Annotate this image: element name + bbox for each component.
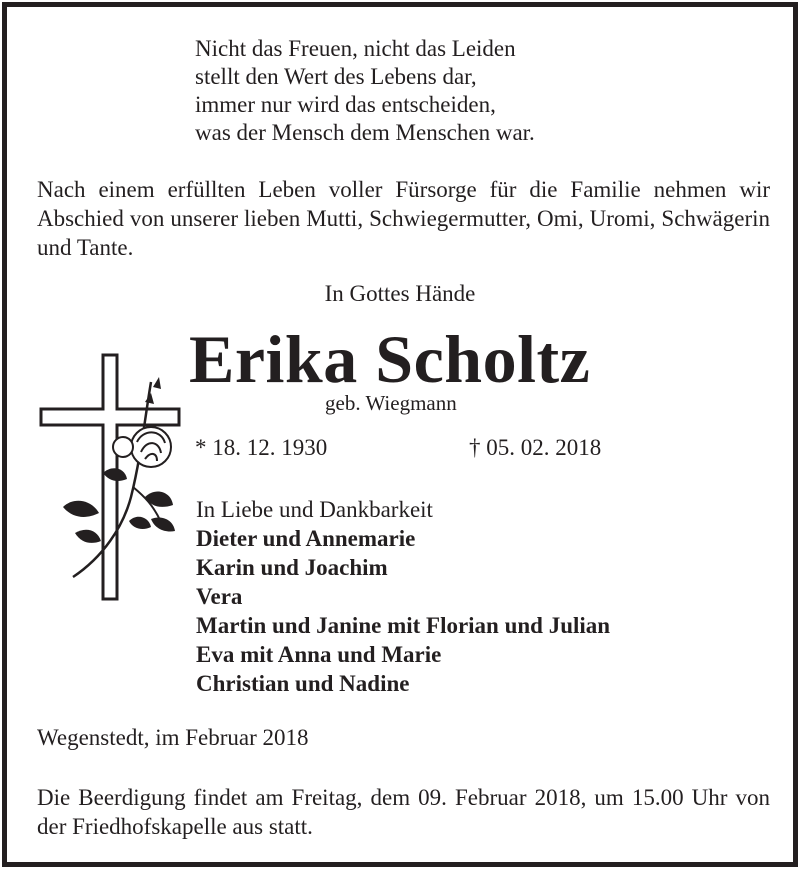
family-member: Eva mit Anna und Marie (196, 642, 442, 667)
family-member: Christian und Nadine (196, 671, 410, 696)
funeral-info: Die Beerdigung findet am Freitag, dem 09. Februar 2018, um 15.00 Uhr von der Friedhofskapelle aus statt. (37, 785, 770, 839)
intro-text: Nach einem erfüllten Leben voller Fürsorge für die Familie nehmen wir Abschied von unserer lieben Mutti, Schwiegermutter, Omi, Uromi, Schwägerin und Tante. (37, 177, 770, 260)
family-member: Dieter und Annemarie (196, 526, 416, 551)
birth-date: * 18. 12. 1930 (195, 435, 328, 460)
family-intro: In Liebe und Dankbarkeit (196, 497, 433, 522)
obituary-notice (2, 2, 798, 867)
family-member: Karin und Joachim (196, 555, 388, 580)
gottes-haende-line: In Gottes Hände (324, 281, 476, 306)
death-date: † 05. 02. 2018 (469, 435, 602, 460)
family-member: Vera (196, 584, 243, 609)
poem-line: was der Mensch dem Menschen war. (195, 120, 535, 145)
poem-line: Nicht das Freuen, nicht das Leiden (195, 36, 516, 61)
deceased-name: Erika Scholtz (189, 321, 591, 397)
cross-with-rose-icon (33, 347, 193, 607)
poem-line: stellt den Wert des Lebens dar, (195, 64, 477, 89)
family-member: Martin und Janine mit Florian und Julian (196, 613, 611, 638)
place-date: Wegenstedt, im Februar 2018 (37, 725, 309, 750)
birth-name: geb. Wiegmann (325, 391, 457, 415)
family-list (196, 495, 610, 698)
poem (195, 35, 535, 147)
poem-line: immer nur wird das entscheiden, (195, 92, 496, 117)
